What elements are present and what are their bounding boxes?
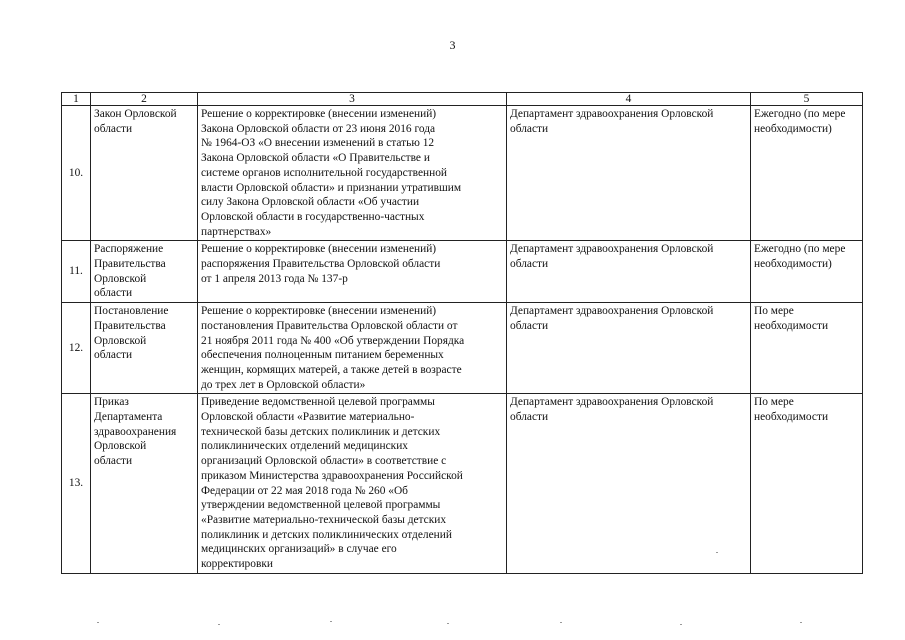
- cell-line: поликлиник и детских поликлинических отделений: [201, 528, 452, 541]
- cell-line: технической базы детских поликлиник и детских: [201, 425, 441, 438]
- row-number-cell: 13.: [62, 394, 91, 573]
- cell-line: поликлинических отделений медицинских: [201, 440, 408, 453]
- cell-line: области: [510, 319, 549, 332]
- cell-line: медицинских организаций» в случае его: [201, 543, 397, 556]
- cell-line: партнерствах»: [201, 225, 272, 238]
- cell-line: необходимости): [754, 122, 832, 135]
- cell-line: Департамент здравоохранения Орловской: [510, 305, 714, 318]
- document-type-cell: [91, 394, 198, 573]
- cell-line: области: [94, 349, 133, 362]
- scan-speck: [447, 623, 449, 624]
- header-cell: 3: [198, 93, 507, 106]
- cell-line: Решение о корректировке (внесении изменений): [201, 108, 437, 120]
- cell-line: обеспечения полноценным питанием беременных: [201, 349, 444, 362]
- cell-line: Департамент здравоохранения Орловской: [510, 243, 714, 256]
- document-type-cell: [91, 106, 198, 241]
- document-type-cell: [91, 241, 198, 303]
- cell-line: Решение о корректировке (внесении изменений): [201, 305, 437, 318]
- cell-line: Орловской: [94, 272, 147, 285]
- cell-line: здравоохранения: [94, 425, 177, 438]
- cell-line: Распоряжение: [94, 243, 164, 256]
- cell-line: Орловской: [94, 334, 147, 347]
- cell-line: силу Закона Орловской области «Об участии: [201, 196, 420, 209]
- cell-line: Орловской области в государственно-частных: [201, 210, 425, 223]
- cell-line: Закона Орловской области «О Правительстве и: [201, 152, 430, 165]
- cell-line: женщин, кормящих матерей, а также детей в возрасте: [201, 363, 462, 376]
- scan-speck: [560, 622, 562, 623]
- cell-line: системе органов исполнительной государственной: [201, 166, 447, 179]
- header-cell: 5: [751, 93, 863, 106]
- description-cell: [198, 394, 507, 573]
- scan-speck: [97, 622, 99, 623]
- cell-line: Правительства: [94, 319, 166, 332]
- table-row: [62, 106, 863, 241]
- cell-line: По мере: [754, 305, 794, 318]
- document-type-cell: [91, 303, 198, 394]
- cell-line: «Развитие материально-технической базы детских: [201, 513, 447, 526]
- cell-line: Правительства: [94, 258, 166, 271]
- cell-line: области: [94, 455, 133, 468]
- scan-speck: [800, 622, 802, 623]
- cell-line: от 1 апреля 2013 года № 137-р: [201, 272, 348, 285]
- scan-speck: [680, 624, 682, 625]
- cell-line: Постановление: [94, 305, 169, 318]
- cell-line: необходимости): [754, 258, 832, 271]
- deadline-cell: [751, 106, 863, 241]
- header-cell: 2: [91, 93, 198, 106]
- cell-line: Департамент здравоохранения Орловской: [510, 108, 714, 120]
- cell-line: Решение о корректировке (внесении изменений): [201, 243, 437, 256]
- cell-line: области: [510, 122, 549, 135]
- document-table: [61, 92, 863, 574]
- cell-line: Орловской: [94, 440, 147, 453]
- cell-line: Приказ: [94, 396, 129, 409]
- header-cell: 1: [62, 93, 91, 106]
- table-header-row: [62, 93, 863, 106]
- cell-line: утверждении ведомственной целевой программы: [201, 499, 441, 512]
- responsible-cell: [507, 394, 751, 573]
- cell-line: Приведение ведомственной целевой программы: [201, 396, 435, 409]
- description-cell: [198, 303, 507, 394]
- row-number-cell: 11.: [62, 241, 91, 303]
- row-number-cell: 12.: [62, 303, 91, 394]
- scan-speck: [218, 624, 220, 625]
- cell-line: приказом Министерства здравоохранения Российской: [201, 469, 463, 482]
- cell-line: 21 ноября 2011 года № 400 «Об утверждении Порядка: [201, 334, 465, 347]
- description-cell: [198, 106, 507, 241]
- responsible-cell: [507, 241, 751, 303]
- cell-line: области: [510, 411, 549, 424]
- responsible-cell: [507, 106, 751, 241]
- cell-line: необходимости: [754, 319, 829, 332]
- cell-line: до трех лет в Орловской области»: [201, 378, 366, 391]
- cell-line: области: [94, 287, 133, 300]
- row-number-cell: 10.: [62, 106, 91, 241]
- cell-line: Ежегодно (по мере: [754, 243, 846, 256]
- deadline-cell: [751, 241, 863, 303]
- cell-line: области: [510, 258, 549, 271]
- deadline-cell: [751, 394, 863, 573]
- cell-line: необходимости: [754, 411, 829, 424]
- table-row: [62, 394, 863, 573]
- cell-line: Департамент здравоохранения Орловской: [510, 396, 714, 409]
- cell-line: Закона Орловской области от 23 июня 2016 года: [201, 122, 436, 135]
- header-cell: 4: [507, 93, 751, 106]
- cell-line: корректировки: [201, 558, 273, 571]
- cell-line: Департамента: [94, 411, 163, 424]
- cell-line: Орловской области «Развитие материально-: [201, 411, 415, 424]
- cell-line: Федерации от 22 мая 2018 года № 260 «Об: [201, 484, 408, 497]
- table-row: [62, 241, 863, 303]
- cell-line: организаций Орловской области» в соответствие с: [201, 455, 447, 468]
- description-cell: [198, 241, 507, 303]
- page-number: 3: [449, 38, 456, 52]
- cell-line: области: [94, 122, 133, 135]
- cell-line: Ежегодно (по мере: [754, 108, 846, 120]
- scan-speck: [330, 621, 332, 622]
- cell-line: Закон Орловской: [94, 108, 177, 120]
- cell-line: власти Орловской области» и признании утратившим: [201, 181, 462, 194]
- scan-speck: [716, 552, 718, 553]
- responsible-cell: [507, 303, 751, 394]
- cell-line: № 1964-ОЗ «О внесении изменений в статью 12: [201, 137, 435, 150]
- deadline-cell: [751, 303, 863, 394]
- cell-line: распоряжения Правительства Орловской области: [201, 258, 441, 271]
- cell-line: постановления Правительства Орловской области от: [201, 319, 458, 332]
- table-row: [62, 303, 863, 394]
- cell-line: По мере: [754, 396, 794, 409]
